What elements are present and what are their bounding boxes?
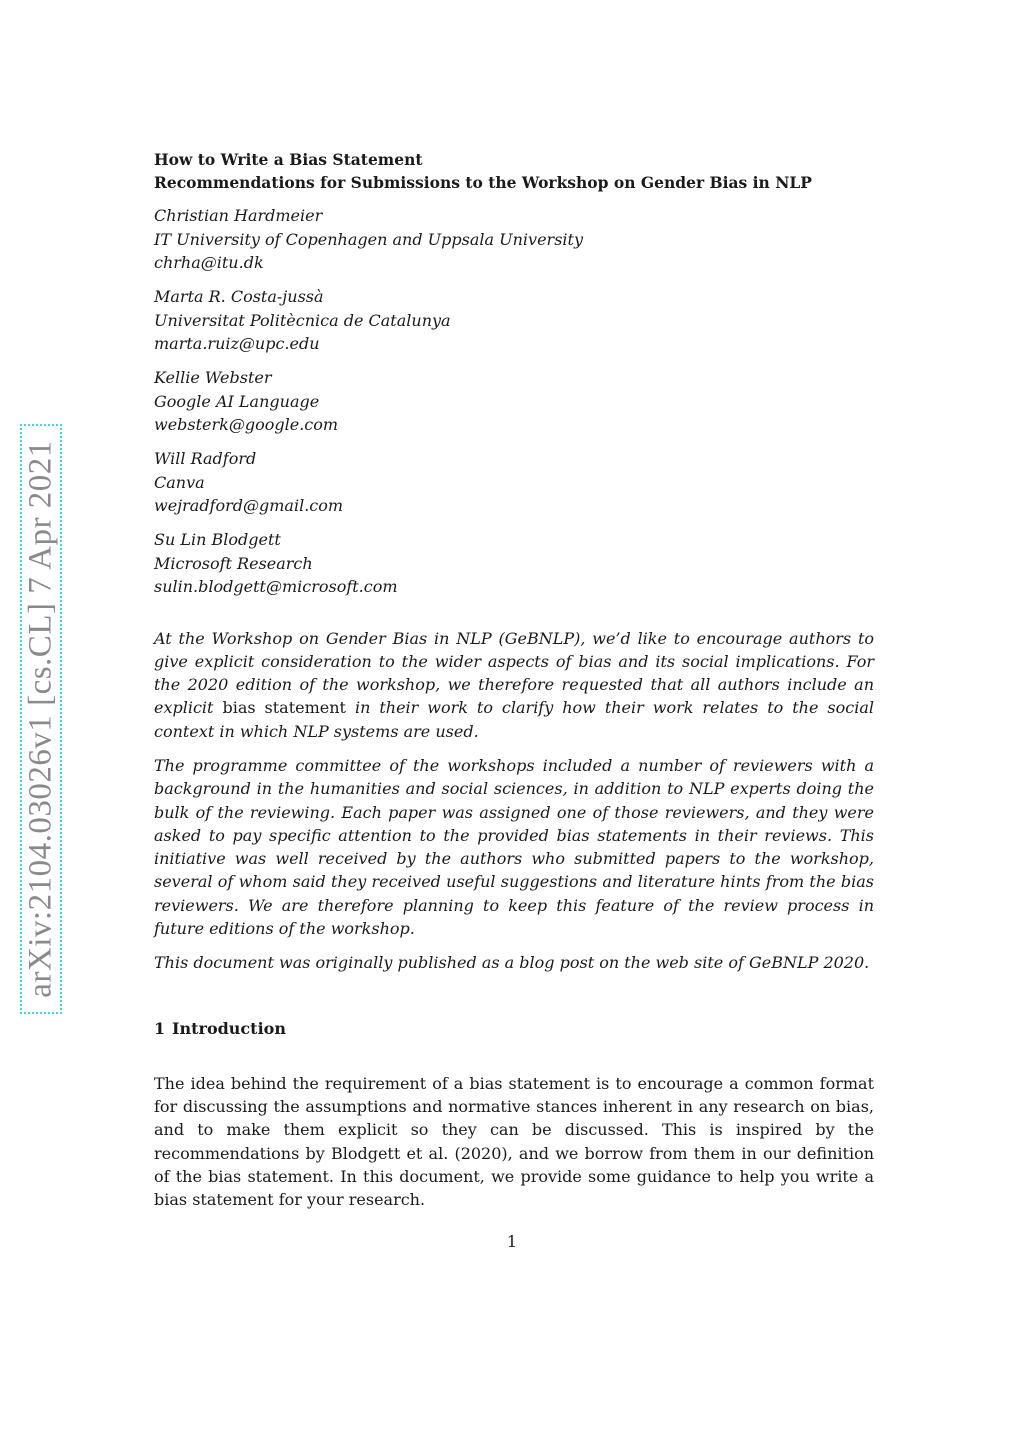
abstract-paragraph: This document was originally published as a blog post on the web site of GeBNLP 2020. xyxy=(154,953,870,973)
author-affiliation: Microsoft Research xyxy=(154,553,313,573)
author-email: marta.ruiz@upc.edu xyxy=(154,334,320,353)
paper-subtitle: Recommendations for Submissions to the Workshop on Gender Bias in NLP xyxy=(154,173,812,192)
author-email: sulin.blodgett@microsoft.com xyxy=(154,577,398,596)
author-name: Marta R. Costa-jussà xyxy=(154,287,324,306)
abstract-paragraph xyxy=(154,627,874,743)
section-heading xyxy=(154,1017,874,1040)
author-email: chrha@itu.dk xyxy=(154,253,264,272)
author-block xyxy=(154,447,874,518)
author-block xyxy=(154,204,874,275)
author-block xyxy=(154,528,874,599)
abstract-text: in their work to clarify how their work relates to the social context in which NLP systems are used. xyxy=(154,698,874,741)
section-body xyxy=(154,1072,874,1212)
author-name: Will Radford xyxy=(154,449,257,468)
author-affiliation: Google AI Language xyxy=(154,391,320,411)
arxiv-stamp-text: arXiv:2104.03026v1 [cs.CL] 7 Apr 2021 xyxy=(22,440,59,998)
author-affiliation: Universitat Politècnica de Catalunya xyxy=(154,310,451,330)
author-block xyxy=(154,285,874,356)
page-number: 1 xyxy=(506,1232,518,1251)
author-email: wejradford@gmail.com xyxy=(154,496,344,515)
arxiv-stamp xyxy=(20,424,62,1014)
author-name: Su Lin Blodgett xyxy=(154,530,281,549)
abstract-paragraph: The programme committee of the workshops included a number of reviewers with a background in the humanities and social sciences, in addition to NLP experts doing the bulk of the reviewing. Each paper was assigned one of those reviewers, and they were asked to pay specific attention to the provided bias statements in their reviews. This initiative was well received by the authors who submitted papers to the workshop, several of whom said they received useful suggestions and literature hints from the bias reviewers. We are therefore planning to keep this feature of the review process in future editions of the workshop. xyxy=(154,755,874,939)
paper-page xyxy=(154,148,874,1211)
author-name: Kellie Webster xyxy=(154,368,272,387)
abstract xyxy=(154,627,874,975)
paper-title: How to Write a Bias Statement xyxy=(154,150,423,169)
author-name: Christian Hardmeier xyxy=(154,206,323,225)
author-affiliation: Canva xyxy=(154,472,205,492)
title-block xyxy=(154,148,874,194)
abstract-text: At the Workshop on Gender Bias in NLP (GeBNLP), we’d like to encourage authors to give explicit consideration to the wider aspects of bias and its social implications. For the 2020 edition of the workshop, we therefore requested that all authors include an explicit xyxy=(154,628,874,718)
section-title: Introduction xyxy=(172,1018,286,1038)
author-email: websterk@google.com xyxy=(154,415,339,434)
bias-statement-term: bias statement xyxy=(222,698,346,718)
body-paragraph: The idea behind the requirement of a bias statement is to encourage a common format for discussing the assumptions and normative stances inherent in any research on bias, and to make them explicit so they can be discussed. This is inspired by the recommendations by Blodgett et al. (2020), and we borrow from them in our definition of the bias statement. In this document, we provide some guidance to help you write a bias statement for your research. xyxy=(154,1073,874,1210)
section-number: 1 xyxy=(154,1018,166,1038)
author-block xyxy=(154,366,874,437)
author-affiliation: IT University of Copenhagen and Uppsala University xyxy=(154,229,583,249)
author-list xyxy=(154,204,874,599)
